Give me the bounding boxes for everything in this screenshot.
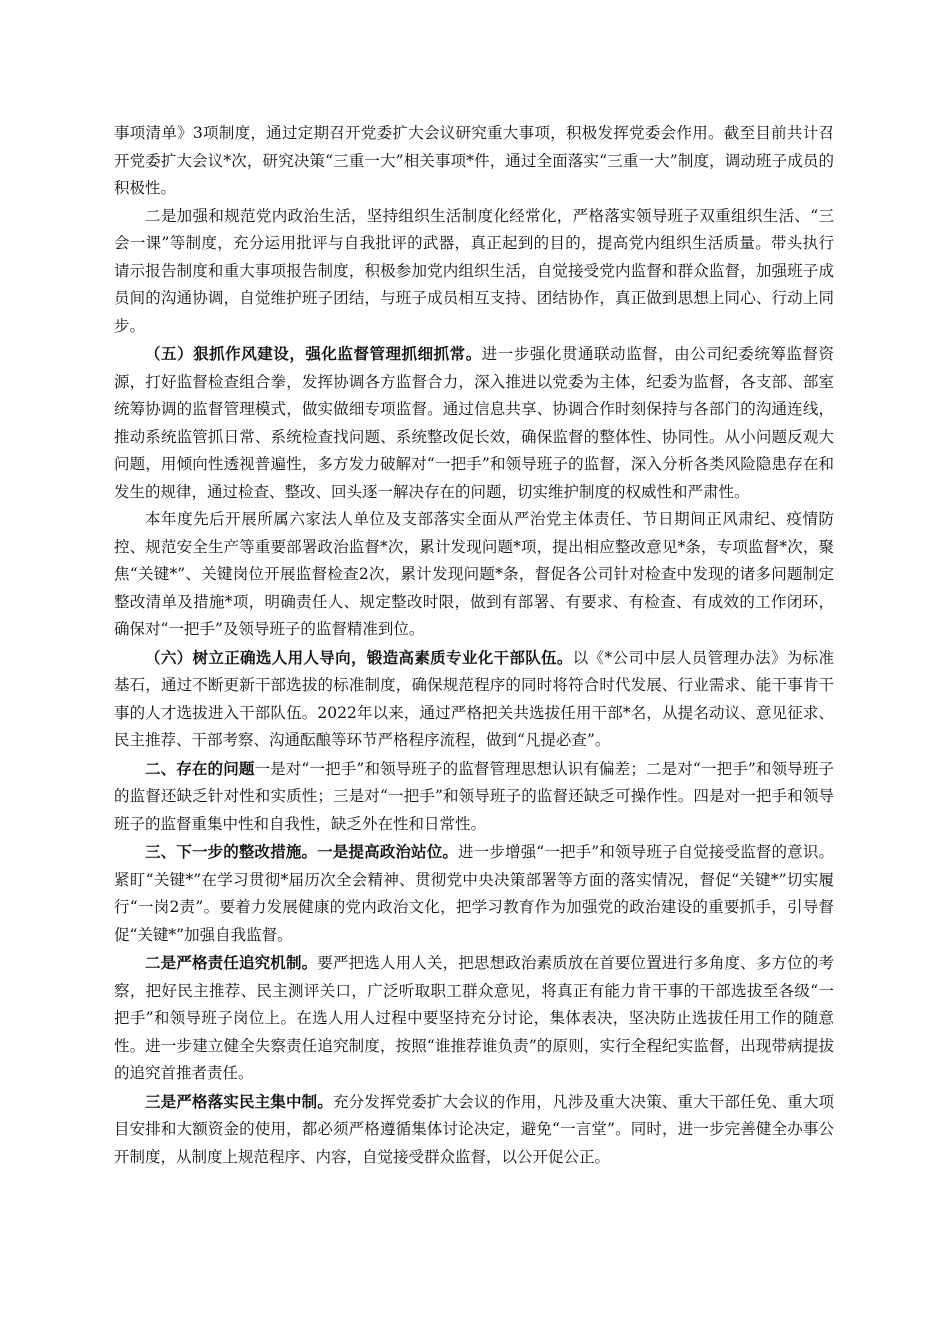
paragraph-8 <box>114 949 834 1088</box>
paragraph-7 <box>114 838 834 949</box>
document-body <box>114 120 834 1171</box>
measure-3-heading: 三是严格落实民主集中制。 <box>145 1091 333 1111</box>
paragraph-9-text: 充分发挥党委扩大会议的作用，凡涉及重大决策、重大干部任免、重大项目安排和大额资金的使用，都必须严格遵循集体讨论决定，避免“一言堂”。同时，进一步完善健全办事公开制度，从制度上规范程序、内容，自觉接受群众监督，以公开促公正。 <box>114 1092 834 1166</box>
paragraph-1-text: 事项清单》3项制度，通过定期召开党委扩大会议研究重大事项，积极发挥党委会作用。截至目前共计召开党委扩大会议*次，研究决策“三重一大”相关事项*件，通过全面落实“三重一大”制度，调动班子成员的积极性。 <box>114 124 834 197</box>
paragraph-3 <box>114 340 834 506</box>
section-6-heading: （六）树立正确选人用人导向，锻造高素质专业化干部队伍。 <box>145 647 573 667</box>
paragraph-2 <box>114 203 834 341</box>
paragraph-7-text: 进一步增强“一把手”和领导班子自觉接受监督的意识。紧盯“关键*”在学习贯彻*届历次全会精神、贯彻党中央决策部署等方面的落实情况，督促“关键*”切实履行“一岗2责”。要着力发展健康的党内政治文化，把学习教育作为加强党的政治建设的重要抓手，引导督促“关键*”加强自我监督。 <box>114 843 834 944</box>
paragraph-5 <box>114 644 834 755</box>
problems-heading: 二、存在的问题 <box>145 758 255 778</box>
paragraph-3-text: 进一步强化贯通联动监督，由公司纪委统筹监督资源，打好监督检查组合拳，发挥协调各方监督合力，深入推进以党委为主体，纪委为监督，各支部、部室统筹协调的监督管理模式，做实做细专项监督。通过信息共享、协调合作时刻保持与各部门的沟通连线，推动系统监管抓日常、系统检查找问题、系统整改促长效，确保监督的整体性、协同性。从小问题反观大问题，用倾向性透视普遍性，多方发力破解对“一把手”和领导班子的监督，深入分析各类风险隐患存在和发生的规律，通过检查、整改、回头逐一解决存在的问题，切实维护制度的权威性和严肃性。 <box>114 345 834 501</box>
paragraph-4-text: 本年度先后开展所属六家法人单位及支部落实全面从严治党主体责任、节日期间正风肃纪、疫情防控、规范安全生产等重要部署政治监督*次，累计发现问题*项，提出相应整改意见*条，专项监督*次，聚焦“关键*”、关键岗位开展监督检查2次，累计发现问题*条，督促各公司针对检查中发现的诸多问题制定整改清单及措施*项，明确责任人、规定整改时限，做到有部署、有要求、有检查、有成效的工作闭环，确保对“一把手”及领导班子的监督精准到位。 <box>114 510 834 638</box>
paragraph-1 <box>114 120 834 203</box>
paragraph-2-text: 二是加强和规范党内政治生活，坚持组织生活制度化经常化，严格落实领导班子双重组织生活、“三会一课”等制度，充分运用批评与自我批评的武器，真正起到的目的，提高党内组织生活质量。带头执行请示报告制度和重大事项报告制度，积极参加党内组织生活，自觉接受党内监督和群众监督，加强班子成员间的沟通协调，自觉维护班子团结，与班子成员相互支持、团结协作，真正做到思想上同心、行动上同步。 <box>114 206 834 335</box>
paragraph-6 <box>114 755 834 839</box>
paragraph-4 <box>114 506 834 644</box>
paragraph-8-text: 要严把选人用人关，把思想政治素质放在首要位置进行多角度、多方位的考察，把好民主推荐、民主测评关口，广泛听取职工群众意见，将真正有能力肯干事的干部选拔至各级“一把手”和领导班子岗位上。在选人用人过程中要坚持充分讨论，集体表决，坚决防止选拔任用工作的随意性。进一步建立健全失察责任追究制度，按照“谁推荐谁负责”的原则，实行全程纪实监督，出现带病提拔的追究首推者责任。 <box>114 954 834 1082</box>
next-steps-heading: 三、下一步的整改措施。一是提高政治站位。 <box>145 842 459 861</box>
paragraph-5-text: 以《*公司中层人员管理办法》为标准基石，通过不断更新干部选拔的标准制度，确保规范程序的同时将符合时代发展、行业需求、能干事肯干事的人才选拔进入干部队伍。2022年以来，通过严格把关共选拔任用干部*名，从提名动议、意见征求、民主推荐、干部考察、沟通酝酿等环节严格程序流程，做到“凡提必查”。 <box>114 648 834 749</box>
section-5-heading: （五）狠抓作风建设，强化监督管理抓细抓常。 <box>145 344 482 363</box>
measure-2-heading: 二是严格责任追究机制。 <box>145 953 318 972</box>
paragraph-6-text: 一是对“一把手”和领导班子的监督管理思想认识有偏差；二是对“一把手”和领导班子的监督还缺乏针对性和实质性；三是对“一把手”和领导班子的监督还缺乏可操作性。四是对一把手和领导班子的监督重集中性和自我性，缺乏外在性和日常性。 <box>114 759 834 833</box>
paragraph-9 <box>114 1088 834 1172</box>
